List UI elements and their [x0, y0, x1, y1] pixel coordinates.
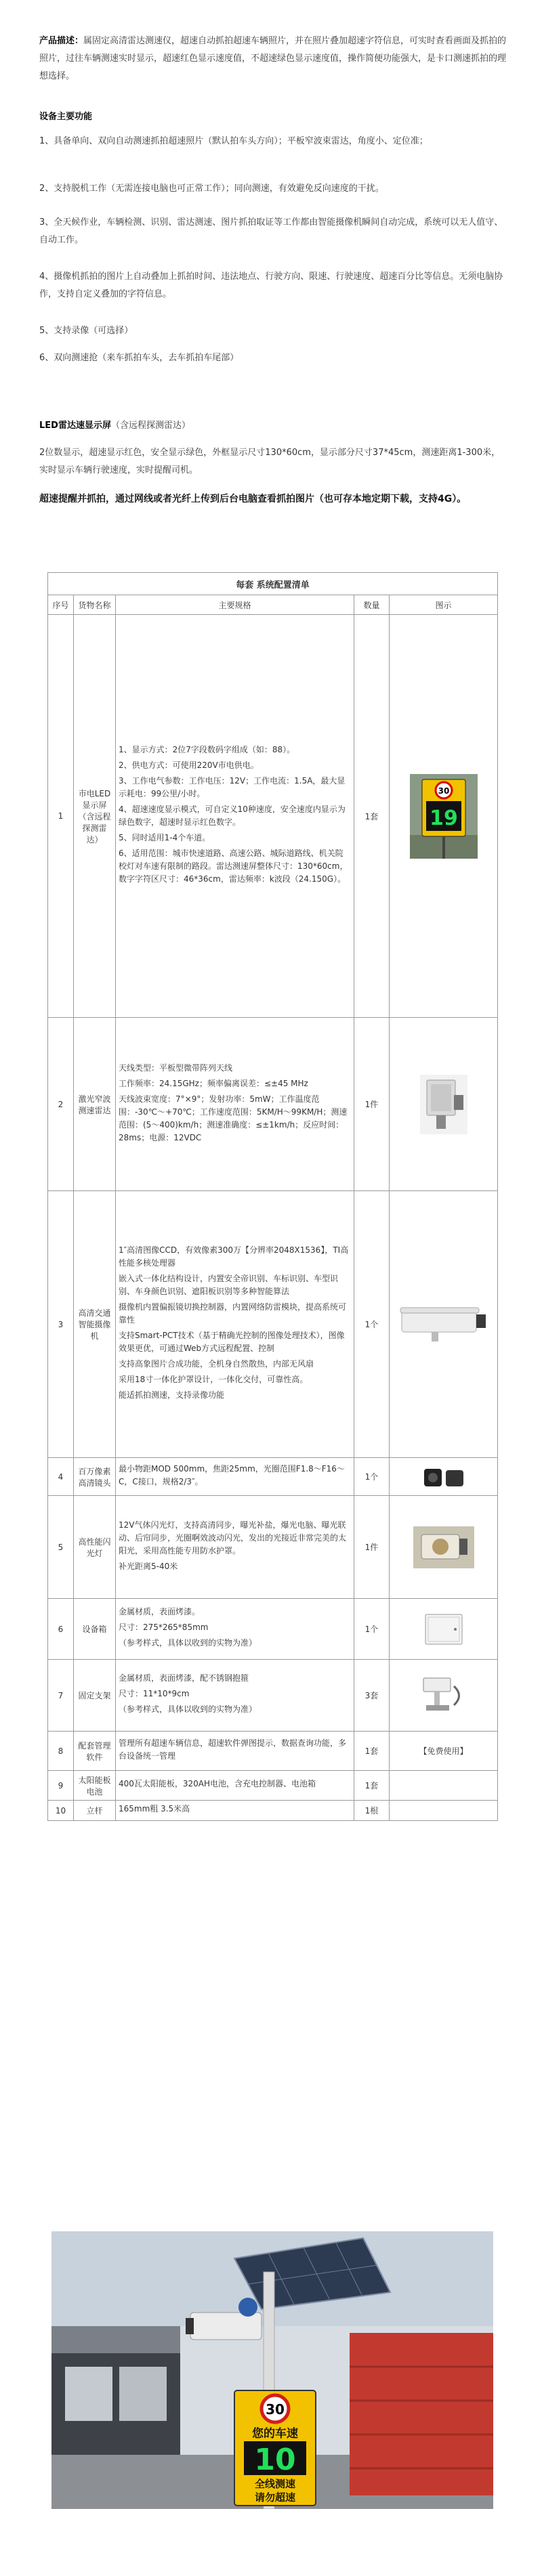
- spec-line: 尺寸：275*265*85mm: [119, 1623, 209, 1632]
- row-pic: [390, 1458, 498, 1496]
- table-row: [48, 1660, 498, 1732]
- row-pic: [390, 1660, 498, 1732]
- row-spec: [116, 1732, 354, 1771]
- header-pic: 图示: [390, 595, 498, 615]
- header-name: 货物名称: [74, 595, 116, 615]
- row-name: 设备箱: [74, 1599, 116, 1660]
- mount-bracket-image: [417, 1673, 471, 1719]
- header-no: 序号: [48, 595, 74, 615]
- table-row: [48, 1801, 498, 1821]
- row-no: 4: [48, 1458, 74, 1496]
- row-qty: 1根: [354, 1801, 390, 1821]
- row-qty: 1个: [354, 1599, 390, 1660]
- spec-line: （参考样式，具体以收到的实物为准）: [119, 1704, 257, 1714]
- row-pic: [390, 1599, 498, 1660]
- row-name: 高清交通智能摄像机: [74, 1191, 116, 1458]
- row-qty: 1个: [354, 1458, 390, 1496]
- lens-image: [420, 1463, 467, 1490]
- feature-item-5: 5、支持录像（可选择）: [39, 326, 133, 336]
- equipment-box-image: [420, 1610, 467, 1648]
- spec-line: 管理所有超速车辆信息，超速软件弹图提示，数据查询功能，多台设备统一管理: [119, 1738, 347, 1761]
- led-heading: [39, 417, 507, 435]
- row-spec: [116, 1599, 354, 1660]
- spec-line: 天线类型：平板型微带阵列天线: [119, 1062, 233, 1073]
- spec-line: 支持Smart-PCT技术（基于精确光控制的图像处理技术），图像效果更优，可通过Web方式远程配置、控制: [119, 1331, 345, 1353]
- table-row: [48, 1496, 498, 1599]
- row-name: 高性能闪光灯: [74, 1496, 116, 1599]
- spec-line: 最小物距MOD 500mm，焦距25mm，光圈范围F1.8～F16～C，C接口，规格2/3″。: [119, 1463, 345, 1486]
- spec-line: 1″高清图像CCD，有效像素300万【分辨率2048X1536】，TI高性能多核处理器: [119, 1245, 349, 1268]
- feature-item-6: 6、双向测速抢（来车抓拍车头，去车抓拍车尾部）: [39, 353, 239, 363]
- row-spec: [116, 1018, 354, 1191]
- table-row: [48, 615, 498, 1018]
- led-heading-rest: （含远程探测雷达）: [110, 421, 190, 431]
- spec-line: 支持高象图片合成功能，全机身自然散热，内部无风扇: [119, 1359, 314, 1369]
- row-qty: 1件: [354, 1496, 390, 1599]
- row-name: 太阳能板电池: [74, 1771, 116, 1801]
- spec-line: 工作频率：24.15GHz；频率偏离误差：≤±45 MHz: [119, 1078, 308, 1088]
- sign-line2-text: 全线测速: [254, 2478, 296, 2490]
- row-spec: [116, 1191, 354, 1458]
- spec-line: （参考样式，具体以收到的实物为准）: [119, 1638, 257, 1648]
- row-name: 市电LED显示屏（含远程探测雷达）: [74, 615, 116, 1018]
- installation-photo: [51, 2231, 493, 2509]
- row-qty: 1套: [354, 1732, 390, 1771]
- spec-line: 1、显示方式：2位7字段数码字组成（如：88）。: [119, 745, 295, 754]
- row-name: 百万像素高清镜头: [74, 1458, 116, 1496]
- row-spec: [116, 1660, 354, 1732]
- spec-line: 嵌入式一体化结构设计，内置安全帝识别、车标识别、车型识别、车身颜色识别、遮阳板识别等多种智能算法: [119, 1274, 339, 1296]
- header-spec: 主要规格: [116, 595, 354, 615]
- led-text: 2位数显示，超速显示红色，安全显示绿色，外框显示尺寸130*60cm，显示部分尺寸37*45cm，测速距离1-300米，实时显示车辆行驶速度，实时提醒司机。: [39, 448, 501, 475]
- intro-paragraph: [39, 33, 507, 85]
- feature-item-4: 4、摄像机抓拍的图片上自动叠加上抓拍时间、违法地点、行驶方向、限速、行驶速度、超速百分比等信息。无须电脑协作，支持自定义叠加的字符信息。: [39, 272, 503, 299]
- intro-text: 属固定高清雷达测速仪，超速自动抓拍超速车辆照片，并在照片叠加超速字符信息，可实时查看画面及抓拍的照片，过往车辆测速实时显示，超速红色显示速度值，不超速绿色显示速度值，操作简便功能强大，是卡口测速抓拍的理想选择。: [39, 36, 507, 81]
- row-pic: [390, 615, 498, 1018]
- spec-line: 5、同时适用1-4个车道。: [119, 833, 211, 842]
- row-no: 9: [48, 1771, 74, 1801]
- spec-line: 165mm粗 3.5米高: [119, 1804, 190, 1813]
- features-heading: 设备主要功能: [39, 112, 93, 122]
- row-spec: [116, 1496, 354, 1599]
- feature-item-3: 3、全天候作业，车辆检测、识别、雷达测速、图片抓拍取证等工作都由智能摄像机瞬间自动完成，系统可以无人值守、自动工作。: [39, 217, 503, 245]
- led-bold-note: 超速提醒并抓拍，通过网线或者光纤上传到后台电脑查看抓拍图片（也可存本地定期下载，支持4G）。: [39, 494, 467, 505]
- table-row: [48, 1191, 498, 1458]
- installation-scene: [51, 2231, 493, 2509]
- sign-limit-text: 30: [266, 2401, 285, 2418]
- camera-housing-image: [396, 1304, 491, 1346]
- spec-line: 金属材质，表面烤漆，配不锈钢抱箍: [119, 1673, 249, 1683]
- row-qty: 1套: [354, 615, 390, 1018]
- sign-speed-text: 10: [254, 2443, 296, 2477]
- led-heading-bold: LED雷达速显示屏: [39, 421, 111, 431]
- row-spec: [116, 1458, 354, 1496]
- table-row: [48, 1458, 498, 1496]
- spec-line: 尺寸：11*10*9cm: [119, 1689, 190, 1698]
- row-qty: 3套: [354, 1660, 390, 1732]
- table-row: [48, 1771, 498, 1801]
- row-qty: 1件: [354, 1018, 390, 1191]
- row-no: 5: [48, 1496, 74, 1599]
- row-no: 2: [48, 1018, 74, 1191]
- row-name: 固定支架: [74, 1660, 116, 1732]
- row-no: 1: [48, 615, 74, 1018]
- svg-text:19: 19: [429, 806, 458, 830]
- feature-item-2: 2、支持脱机工作（无需连接电脑也可正常工作）；同向测速，有效避免反向速度的干扰。: [39, 184, 384, 194]
- row-qty: 1套: [354, 1771, 390, 1801]
- table-row: [48, 1599, 498, 1660]
- spec-line: 金属材质，表面烤漆。: [119, 1607, 201, 1616]
- row-no: 10: [48, 1801, 74, 1821]
- row-no: 8: [48, 1732, 74, 1771]
- table-row: [48, 1018, 498, 1191]
- row-spec: [116, 1801, 354, 1821]
- sign-line3-text: 请勿超速: [254, 2491, 296, 2504]
- row-name: 配套管理软件: [74, 1732, 116, 1771]
- row-pic: [390, 1018, 498, 1191]
- spec-line: 3、工作电气参数：工作电压：12V；工作电流：1.5A，最大显示耗电：99公里/小时。: [119, 776, 346, 798]
- header-qty: 数量: [354, 595, 390, 615]
- row-qty: 1个: [354, 1191, 390, 1458]
- row-spec: [116, 1771, 354, 1801]
- spec-line: 400瓦太阳能板，320AH电池，含充电控制器、电池箱: [119, 1779, 316, 1788]
- feature-item-1: 1、具备单向、双向自动测速抓拍超速照片（默认拍车头方向）；平板窄波束雷达，角度小、定位准；: [39, 136, 428, 146]
- row-name: 立杆: [74, 1801, 116, 1821]
- spec-line: 4、超速速度显示模式，可自定义10种速度，安全速度内显示为绿色数字，超速时显示红色数字。: [119, 804, 346, 827]
- table-row: [48, 1732, 498, 1771]
- config-table: [47, 572, 498, 1821]
- radar-device-image: [420, 1075, 467, 1134]
- intro-label: 产品描述：: [39, 36, 84, 46]
- row-pic: 【免费使用】: [390, 1732, 498, 1771]
- row-no: 7: [48, 1660, 74, 1732]
- spec-line: 2、供电方式：可使用220V市电供电。: [119, 760, 259, 770]
- table-header-row: [48, 595, 498, 615]
- row-pic: [390, 1496, 498, 1599]
- spec-line: 天线波束宽度：7°×9°；发射功率：5mW；工作温度范围：-30℃～+70℃；工作速度范围：5KM/H～99KM/H；测速范围：(5～400)km/h；测速准确度：≤±1km/h；反应时间：28ms；电源：12VDC: [119, 1094, 348, 1142]
- row-no: 6: [48, 1599, 74, 1660]
- spec-line: 摄像机内置偏振镜切换控制器，内置网络防雷模块，提高系统可靠性: [119, 1302, 347, 1325]
- spec-line: 12V气体闪光灯，支持高清同步，曝光补盐，爆光电脑、曝光联动、后帘同步，光圈啊效波动闪光，发出的光接近非常完美的太阳光，采用高性能专用防水护罩。: [119, 1520, 347, 1555]
- row-pic: [390, 1801, 498, 1821]
- spec-line: 采用18寸一体化护罩设计，一体化交付，可靠性高。: [119, 1375, 308, 1384]
- row-name: 激光窄波测速雷达: [74, 1018, 116, 1191]
- row-no: 3: [48, 1191, 74, 1458]
- flash-light-image: [413, 1526, 474, 1568]
- row-spec: [116, 615, 354, 1018]
- row-pic: [390, 1771, 498, 1801]
- spec-line: 能适抓拍测速，支持录像功能: [119, 1390, 225, 1400]
- spec-line: 补光距离5-40米: [119, 1561, 178, 1571]
- led-sign-image: [410, 774, 478, 859]
- sign-line1-text: 您的车速: [252, 2427, 298, 2441]
- table-caption: 每套 系统配置清单: [48, 573, 498, 595]
- mini-limit-text: 30: [438, 786, 449, 796]
- spec-line: 6、适用范围：城市快速道路、高速公路、城际道路线、机关院校灯对车速有限制的路段。雷达测速屏整体尺寸：130*60cm，数字字符区尺寸：46*36cm，雷达频率：k波段（24.150G）。: [119, 849, 348, 884]
- row-pic: [390, 1191, 498, 1458]
